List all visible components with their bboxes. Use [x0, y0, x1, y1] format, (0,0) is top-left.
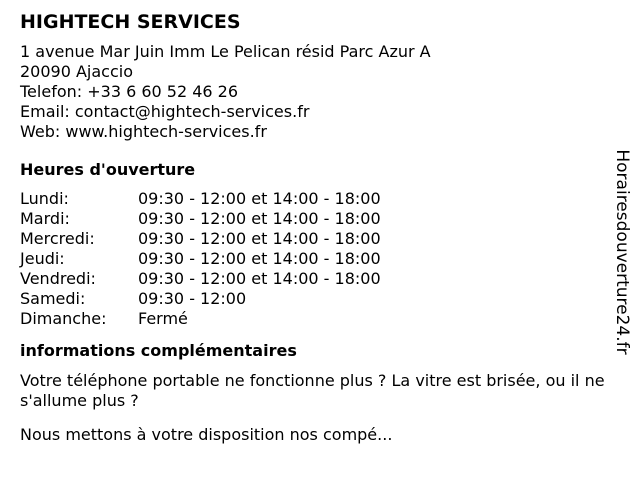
hours-title: Heures d'ouverture: [20, 160, 196, 179]
info-paragraph-2: Nous mettons à votre disposition nos compé...: [20, 425, 393, 444]
hours-time: 09:30 - 12:00 et 14:00 - 18:00: [138, 189, 381, 208]
hours-table: [20, 189, 615, 329]
contact-block: [20, 42, 615, 142]
business-card: [20, 10, 615, 445]
address-line-1: 1 avenue Mar Juin Imm Le Pelican résid Parc Azur A: [20, 42, 431, 61]
hours-day: Vendredi:: [20, 269, 96, 288]
phone-line: Telefon: +33 6 60 52 46 26: [20, 82, 239, 101]
hours-time: 09:30 - 12:00 et 14:00 - 18:00: [138, 229, 381, 248]
web-line: Web: www.hightech-services.fr: [20, 122, 267, 141]
hours-day: Jeudi:: [20, 249, 65, 268]
business-name: HIGHTECH SERVICES: [20, 11, 241, 33]
hours-day: Dimanche:: [20, 309, 107, 328]
hours-time: Fermé: [138, 309, 188, 328]
info-paragraph-1: Votre téléphone portable ne fonctionne plus ? La vitre est brisée, ou il ne s'allume plus ?: [20, 371, 605, 410]
email-line: Email: contact@hightech-services.fr: [20, 102, 310, 121]
hours-day: Samedi:: [20, 289, 86, 308]
hours-day: Mercredi:: [20, 229, 95, 248]
hours-time: 09:30 - 12:00 et 14:00 - 18:00: [138, 249, 381, 268]
hours-row-jeudi: [20, 249, 615, 269]
hours-time: 09:30 - 12:00 et 14:00 - 18:00: [138, 209, 381, 228]
hours-row-dimanche: [20, 309, 615, 329]
hours-time: 09:30 - 12:00: [138, 289, 247, 308]
hours-row-lundi: [20, 189, 615, 209]
info-title: informations complémentaires: [20, 341, 297, 360]
hours-time: 09:30 - 12:00 et 14:00 - 18:00: [138, 269, 381, 288]
watermark-text: Horairesdouverture24.fr: [612, 149, 632, 355]
hours-row-vendredi: [20, 269, 615, 289]
hours-day: Mardi:: [20, 209, 70, 228]
hours-row-samedi: [20, 289, 615, 309]
hours-row-mercredi: [20, 229, 615, 249]
hours-day: Lundi:: [20, 189, 69, 208]
address-line-2: 20090 Ajaccio: [20, 62, 134, 81]
hours-row-mardi: [20, 209, 615, 229]
